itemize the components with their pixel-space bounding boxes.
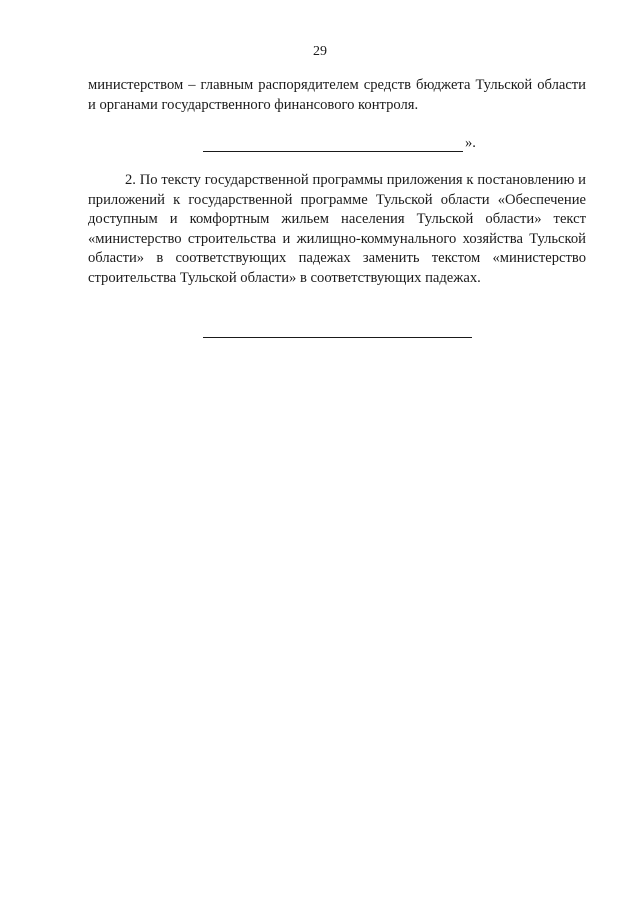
page-number: 29	[313, 44, 327, 59]
end-of-document-rule	[203, 337, 472, 338]
continuation-paragraph: министерством – главным распорядителем средств бюджета Тульской области и органами государственного финансового контроля.	[88, 77, 586, 113]
closing-quote-mark: ».	[465, 135, 476, 151]
closing-line	[203, 135, 476, 152]
item-2-paragraph: 2. По тексту государственной программы приложения к постановлению и приложений к государственной программе Тульской области «Обеспечение доступным и комфортным жильем населения Тульской области» текст «министерство строительства и жилищно-коммунального хозяйства Тульской области» в соответствующих падежах заменить текстом «министерство строительства Тульской области» в соответствующих падежах.	[88, 172, 586, 286]
closing-rule	[203, 141, 463, 152]
